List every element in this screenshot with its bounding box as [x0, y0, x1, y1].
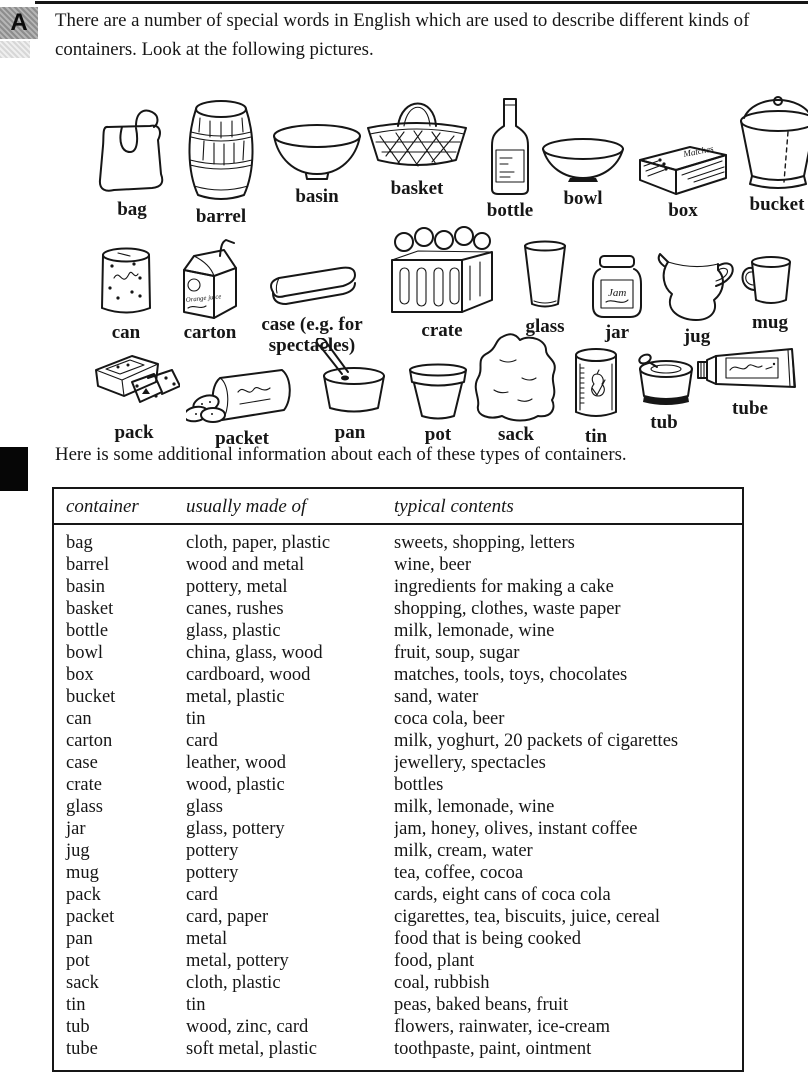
cell-contents: sand, water — [394, 687, 479, 707]
table-row — [53, 1016, 743, 1038]
table-row — [53, 840, 743, 862]
can-icon — [96, 246, 156, 320]
figure-label: crate — [421, 320, 463, 341]
figure-bag — [92, 102, 172, 220]
figure-label: bag — [117, 199, 147, 220]
cell-contents: food that is being cooked — [394, 929, 582, 949]
cell-contents: milk, lemonade, wine — [394, 621, 555, 641]
figure-label: pot — [424, 424, 452, 445]
figure-label: bucket — [749, 194, 805, 215]
cell-container: packet — [66, 907, 115, 927]
glass-icon — [520, 240, 570, 314]
cell-contents: milk, lemonade, wine — [394, 797, 555, 817]
table-header-row — [53, 488, 743, 524]
cell-contents: jewellery, spectacles — [394, 753, 546, 773]
table-row — [53, 620, 743, 642]
cell-container: bowl — [66, 643, 103, 663]
cell-container: tin — [66, 995, 86, 1015]
cell-container: sack — [66, 973, 99, 993]
sack-icon — [470, 330, 562, 422]
barrel-icon — [182, 96, 260, 204]
section-marker-a — [0, 7, 38, 39]
table-row — [53, 524, 743, 554]
figure-label: carton — [183, 322, 237, 343]
cell-container: basin — [66, 577, 106, 597]
carton-icon — [174, 236, 246, 320]
table-row — [53, 862, 743, 884]
cell-contents: food, plant — [394, 951, 475, 971]
cell-container: can — [66, 709, 92, 729]
cell-made-of: leather, wood — [186, 753, 286, 773]
cell-container: mug — [66, 863, 99, 883]
table-row — [53, 576, 743, 598]
figure-bowl — [540, 136, 626, 209]
figure-label: barrel — [195, 206, 247, 227]
figure-label: bowl — [563, 188, 603, 209]
cell-container: barrel — [66, 555, 110, 575]
table-row — [53, 884, 743, 906]
cell-container: box — [66, 665, 94, 685]
cell-made-of: cardboard, wood — [186, 665, 311, 685]
cell-made-of: pottery — [186, 863, 239, 883]
figure-pack — [88, 348, 180, 443]
jar-icon — [588, 254, 646, 320]
cell-contents: shopping, clothes, waste paper — [394, 599, 621, 619]
cell-made-of: china, glass, wood — [186, 643, 323, 663]
cell-contents: matches, tools, toys, chocolates — [394, 665, 628, 685]
pot-icon — [406, 362, 470, 422]
cell-contents: cards, eight cans of coca cola — [394, 885, 611, 905]
cell-made-of: metal — [186, 929, 228, 949]
cell-container: tube — [66, 1039, 98, 1059]
cell-made-of: glass, pottery — [186, 819, 285, 839]
figure-packet — [186, 364, 298, 449]
figure-mug — [738, 252, 802, 333]
table-row — [53, 686, 743, 708]
figure-label: basin — [295, 186, 339, 207]
cell-made-of: cloth, paper, plastic — [186, 533, 331, 553]
figure-bottle — [480, 96, 540, 221]
figure-label: sack — [498, 424, 534, 445]
figure-label: box — [668, 200, 698, 221]
table-row — [53, 796, 743, 818]
figure-pot — [406, 362, 470, 445]
table-row — [53, 972, 743, 994]
tin-icon — [570, 346, 622, 424]
figure-basket — [362, 92, 472, 199]
figure-label: case (e.g. for spectacles) — [261, 314, 363, 356]
cell-contents: peas, baked beans, fruit — [394, 995, 569, 1015]
table-row — [53, 554, 743, 576]
cell-container: bottle — [66, 621, 109, 641]
intro-paragraph: There are a number of special words in English which are used to describe different kinds of containers. Look at the following pictures. — [55, 10, 750, 60]
figure-tube — [696, 346, 804, 419]
figure-label: pan — [334, 422, 366, 443]
figure-label: can — [111, 322, 141, 343]
cell-contents: jam, honey, olives, instant coffee — [394, 819, 638, 839]
figure-can — [96, 246, 156, 343]
cell-contents: toothpaste, paint, ointment — [394, 1039, 592, 1059]
cell-container: bag — [66, 533, 93, 553]
cell-made-of: metal, plastic — [186, 687, 285, 707]
matchbox-label-text: Matches — [682, 143, 715, 159]
table-row — [53, 708, 743, 730]
table-row — [53, 730, 743, 752]
figure-label: tub — [650, 412, 678, 433]
cell-container: pan — [66, 929, 93, 949]
cell-made-of: metal, pottery — [186, 951, 289, 971]
cell-made-of: card, paper — [186, 907, 269, 927]
basin-icon — [270, 120, 364, 184]
cell-made-of: wood, zinc, card — [186, 1017, 309, 1037]
table-intro: Here is some additional information about each of these types of containers. — [55, 444, 627, 465]
cell-made-of: canes, rushes — [186, 599, 284, 619]
cell-container: jug — [66, 841, 90, 861]
cell-container: glass — [66, 797, 103, 817]
cell-container: pack — [66, 885, 101, 905]
figure-bucket — [726, 96, 808, 215]
section-marker-tail — [0, 41, 30, 58]
figure-label: jug — [683, 326, 711, 347]
cell-contents: bottles — [394, 775, 444, 795]
figure-tub — [630, 352, 698, 433]
cell-contents: tea, coffee, cocoa — [394, 863, 524, 883]
figure-label: pack — [114, 422, 154, 443]
cell-made-of: wood, plastic — [186, 775, 285, 795]
pan-icon — [306, 338, 394, 420]
cell-made-of: tin — [186, 709, 206, 729]
cell-container: crate — [66, 775, 102, 795]
header-contents: typical contents — [394, 488, 743, 524]
figure-label: jar — [604, 322, 630, 343]
cell-made-of: glass — [186, 797, 223, 817]
figure-barrel — [182, 96, 260, 227]
cell-made-of: card — [186, 731, 218, 751]
figure-jug — [656, 242, 738, 347]
carton-label-text: Orange juice — [185, 293, 222, 304]
figure-box — [634, 140, 732, 221]
cell-container: carton — [66, 731, 113, 751]
cell-container: bucket — [66, 687, 116, 707]
bucket-icon — [726, 96, 808, 192]
cell-contents: flowers, rainwater, ice-cream — [394, 1017, 610, 1037]
bowl-icon — [540, 136, 626, 186]
cell-contents: coal, rubbish — [394, 973, 490, 993]
cell-made-of: pottery — [186, 841, 239, 861]
margin-marker — [0, 447, 28, 491]
table-row — [53, 752, 743, 774]
jug-icon — [656, 242, 738, 324]
crate-icon — [386, 224, 498, 318]
figure-carton — [174, 236, 246, 343]
cell-contents: ingredients for making a cake — [394, 577, 614, 597]
cell-made-of: soft metal, plastic — [186, 1039, 318, 1059]
bottle-icon — [480, 96, 540, 198]
cell-made-of: card — [186, 885, 218, 905]
figure-pan — [306, 338, 394, 443]
table-row — [53, 950, 743, 972]
figure-label: tin — [584, 426, 608, 447]
cell-container: basket — [66, 599, 114, 619]
spectacle-case-icon — [261, 262, 363, 312]
containers-table — [52, 487, 744, 1072]
packet-icon — [186, 364, 298, 426]
cell-made-of: cloth, plastic — [186, 973, 281, 993]
cell-made-of: pottery, metal — [186, 577, 288, 597]
cell-container: jar — [66, 819, 86, 839]
cell-contents: milk, cream, water — [394, 841, 533, 861]
jar-label-text: Jam — [608, 287, 627, 299]
figure-label: packet — [215, 428, 269, 449]
bag-icon — [92, 102, 172, 197]
tube-icon — [696, 346, 804, 396]
cell-container: pot — [66, 951, 90, 971]
cell-container: tub — [66, 1017, 90, 1037]
table-row — [53, 642, 743, 664]
top-rule — [35, 1, 808, 4]
figure-glass — [520, 240, 570, 337]
figure-sack — [470, 330, 562, 445]
cell-contents: sweets, shopping, letters — [394, 533, 575, 553]
cell-contents: fruit, soup, sugar — [394, 643, 520, 663]
figure-crate — [386, 224, 498, 341]
tub-icon — [630, 352, 698, 410]
cell-made-of: tin — [186, 995, 206, 1015]
table-row — [53, 906, 743, 928]
mug-icon — [738, 252, 802, 310]
table-row — [53, 928, 743, 950]
cell-contents: wine, beer — [394, 555, 472, 575]
matchbox-icon — [634, 140, 732, 198]
header-container: container — [53, 488, 186, 524]
table-row — [53, 664, 743, 686]
table-row — [53, 1038, 743, 1071]
cell-container: case — [66, 753, 98, 773]
figure-label: tube — [732, 398, 768, 419]
card-pack-icon — [88, 348, 180, 420]
cell-made-of: wood and metal — [186, 555, 305, 575]
figure-label: glass — [525, 316, 565, 337]
figure-label: mug — [752, 312, 788, 333]
table-row — [53, 598, 743, 620]
cell-contents: cigarettes, tea, biscuits, juice, cereal — [394, 907, 661, 927]
table-row — [53, 774, 743, 796]
figure-jar — [588, 254, 646, 343]
figure-tin — [570, 346, 622, 447]
table-row — [53, 818, 743, 840]
cell-made-of: glass, plastic — [186, 621, 281, 641]
section-marker-label: A — [10, 9, 28, 36]
cell-contents: coca cola, beer — [394, 709, 505, 729]
figure-basin — [270, 120, 364, 207]
header-made-of: usually made of — [186, 488, 394, 524]
figure-label: basket — [390, 178, 444, 199]
basket-icon — [362, 92, 472, 176]
figure-label: bottle — [486, 200, 534, 221]
cell-contents: milk, yoghurt, 20 packets of cigarettes — [394, 731, 679, 751]
table-row — [53, 994, 743, 1016]
container-table-body — [53, 524, 743, 1071]
